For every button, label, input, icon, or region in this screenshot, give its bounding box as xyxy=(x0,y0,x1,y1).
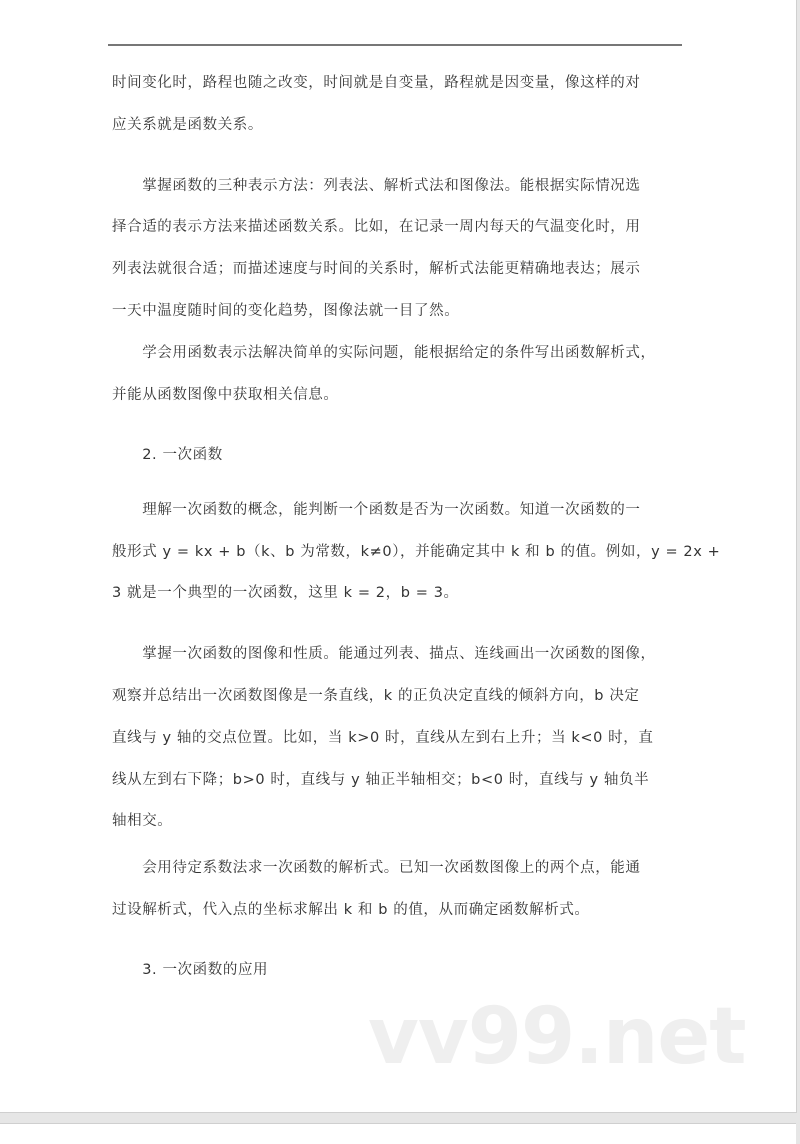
paragraph-line: 理解一次函数的概念，能判断一个函数是否为一次函数。知道一次函数的一 xyxy=(112,502,641,518)
next-page-edge xyxy=(0,1123,796,1144)
paragraph-line: 轴相交。 xyxy=(112,813,173,829)
paragraph-line: 择合适的表示方法来描述函数关系。比如，在记录一周内每天的气温变化时，用 xyxy=(112,219,641,235)
paragraph-line: 并能从函数图像中获取相关信息。 xyxy=(112,387,339,403)
paragraph-line: 线从左到右下降；b>0 时，直线与 y 轴正半轴相交；b<0 时，直线与 y 轴负半 xyxy=(112,772,650,788)
section-heading: 3. 一次函数的应用 xyxy=(112,962,269,978)
paragraph-line: 掌握一次函数的图像和性质。能通过列表、描点、连线画出一次函数的图像， xyxy=(112,646,656,662)
paragraph-line: 时间变化时，路程也随之改变，时间就是自变量，路程就是因变量，像这样的对 xyxy=(112,75,641,91)
section-heading: 2. 一次函数 xyxy=(112,447,223,463)
header-rule xyxy=(108,44,682,46)
paragraph-line: 学会用函数表示法解决简单的实际问题，能根据给定的条件写出函数解析式， xyxy=(112,345,656,361)
paragraph-line: 观察并总结出一次函数图像是一条直线，k 的正负决定直线的倾斜方向，b 决定 xyxy=(112,688,640,704)
paragraph-line: 过设解析式，代入点的坐标求解出 k 和 b 的值，从而确定函数解析式。 xyxy=(112,902,590,918)
paragraph-line: 般形式 y = kx + b（k、b 为常数，k≠0），并能确定其中 k 和 b 的值。例如，y = 2x + xyxy=(112,544,721,560)
watermark: vv99.net xyxy=(368,992,746,1082)
paragraph-line: 掌握函数的三种表示方法：列表法、解析式法和图像法。能根据实际情况选 xyxy=(112,178,641,194)
paragraph-line: 会用待定系数法求一次函数的解析式。已知一次函数图像上的两个点，能通 xyxy=(112,860,641,876)
paragraph-line: 直线与 y 轴的交点位置。比如，当 k>0 时，直线从左到右上升；当 k<0 时，直 xyxy=(112,730,654,746)
paragraph-line: 一天中温度随时间的变化趋势，图像法就一目了然。 xyxy=(112,303,460,319)
paragraph-line: 应关系就是函数关系。 xyxy=(112,117,263,133)
paragraph-line: 列表法就很合适；而描述速度与时间的关系时，解析式法能更精确地表达；展示 xyxy=(112,261,641,277)
paragraph-line: 3 就是一个典型的一次函数，这里 k = 2，b = 3。 xyxy=(112,585,459,601)
